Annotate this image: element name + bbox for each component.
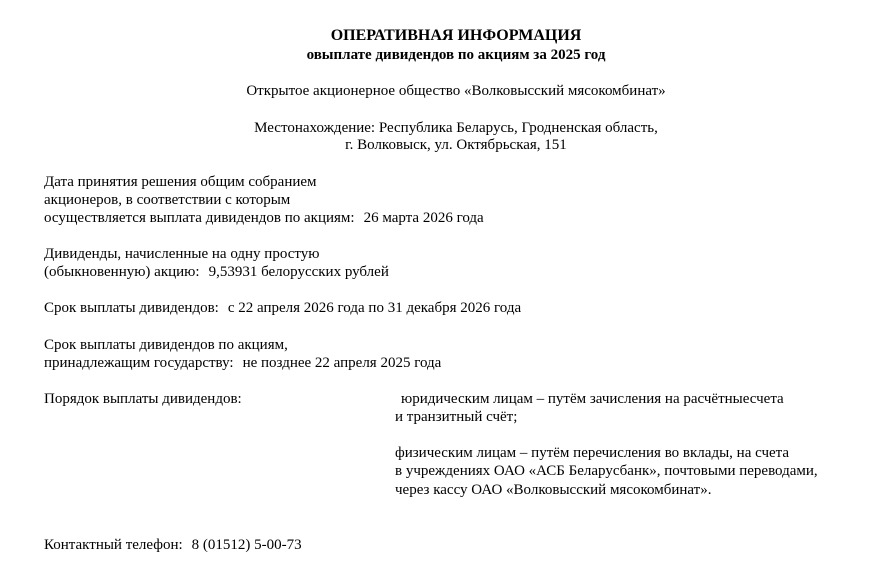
contact-phone: 8 (01512) 5-00-73 bbox=[191, 537, 302, 553]
decision-label-line2: акционеров, в соответствии с которым bbox=[44, 192, 291, 208]
state-payment-row bbox=[44, 354, 441, 372]
payment-order-legal-line1: юридическим лицам – путём зачисления на расчётныесчета bbox=[401, 391, 784, 407]
decision-label-line3: осуществляется выплата дивидендов по акциям: bbox=[44, 210, 355, 226]
payment-order-legal-line2: и транзитный счёт; bbox=[395, 409, 518, 425]
contact-row bbox=[44, 536, 302, 554]
dividend-label-line2: (обыкновенную) акцию: bbox=[44, 264, 200, 280]
dividend-row bbox=[44, 263, 389, 281]
contact-label: Контактный телефон: bbox=[44, 537, 183, 553]
decision-date: 26 марта 2026 года bbox=[363, 210, 484, 226]
decision-row bbox=[44, 209, 484, 227]
payment-period-row bbox=[44, 299, 521, 317]
dividend-label-line1: Дивиденды, начисленные на одну простую bbox=[44, 246, 320, 262]
company-location-line1: Местонахождение: Республика Беларусь, Гродненская область, bbox=[254, 120, 658, 136]
document-subtitle: овыплате дивидендов по акциям за 2025 год bbox=[306, 47, 606, 63]
state-payment-label-line1: Срок выплаты дивидендов по акциям, bbox=[44, 337, 288, 353]
company-name: Открытое акционерное общество «Волковысский мясокомбинат» bbox=[246, 83, 666, 99]
decision-label-line1: Дата принятия решения общим собранием bbox=[44, 174, 317, 190]
payment-period-value: с 22 апреля 2026 года по 31 декабря 2026 года bbox=[227, 300, 522, 316]
payment-order-individual-line3: через кассу ОАО «Волковысский мясокомбинат». bbox=[395, 482, 712, 498]
dividend-value: 9,53931 белорусских рублей bbox=[208, 264, 389, 280]
payment-order-label: Порядок выплаты дивидендов: bbox=[44, 391, 242, 407]
payment-period-label: Срок выплаты дивидендов: bbox=[44, 300, 219, 316]
company-location-line2: г. Волковыск, ул. Октябрьская, 151 bbox=[345, 137, 567, 153]
state-payment-value: не позднее 22 апреля 2025 года bbox=[242, 355, 442, 371]
payment-order-individual-line1: физическим лицам – путём перечисления во вклады, на счета bbox=[395, 445, 790, 461]
payment-order-individual-line2: в учреждениях ОАО «АСБ Беларусбанк», почтовыми переводами, bbox=[395, 463, 818, 479]
state-payment-label-line2: принадлежащим государству: bbox=[44, 355, 234, 371]
document-title: ОПЕРАТИВНАЯ ИНФОРМАЦИЯ bbox=[330, 27, 582, 44]
